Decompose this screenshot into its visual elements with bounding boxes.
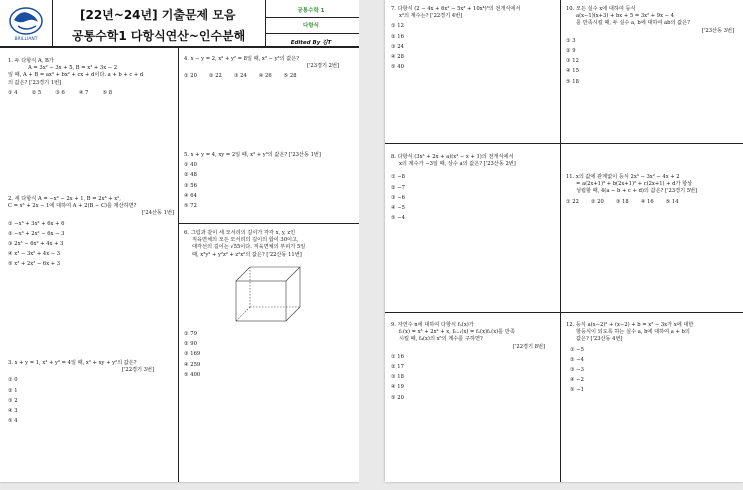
option-2[interactable]: ② 22 [208, 73, 222, 80]
left-column-2 [182, 50, 357, 480]
option-2[interactable]: ② 90 [184, 341, 197, 348]
answer-choices [391, 354, 555, 402]
option-2[interactable]: ② 17 [391, 364, 404, 371]
page-subtitle: 공통수학1 다항식연산~인수분해 [72, 29, 246, 43]
question-6: 6. 그림과 같이 세 모서리의 길이가 각각 x, y, z인 직육면체의 모든 모서리의 길이의 합이 30이고, 대각선의 길이는 √55이다. 직육면체의 부피가 5일 때, x²y² + y²z² + z²x²의 값은? ['22산동 11번] ① 79 ② 90 ③ 169 ④ 259 ⑤ 400 [184, 230, 355, 379]
school-emblem-icon [6, 4, 46, 42]
question-8: 8. 다항식 (3x³ + 2x + a)(x² − x + 1)의 전개식에서 x의 계수가 −3일 때, 상수 a의 값은? ['23산동 2번] ① −8 ② −7 ③ −6 ④ −5 ⑤ −4 [391, 154, 555, 222]
option-3[interactable]: ③ 2x³ − 6x² + 4x + 3 [8, 241, 64, 248]
worksheet-page-right [385, 0, 743, 482]
option-2[interactable]: ② −7 [391, 184, 405, 191]
answer-choices [184, 73, 355, 80]
worksheet-page-left [0, 0, 359, 482]
question-10: 10. 모든 실수 x에 대하여 등식 a(x−1)(x+3) + bx + 5 = 3x² + 9x − 4 를 만족시킬 때, 두 실수 a, b에 대하여 ab의 값은? ['23산동 3번] ① 3 ② 9 ③ 12 ④ 15 ⑤ 18 [566, 6, 738, 86]
option-1[interactable]: ① 20 [184, 73, 197, 80]
option-1[interactable]: ① 16 [391, 353, 404, 360]
option-3[interactable]: ③ 169 [184, 351, 201, 358]
option-1[interactable]: ① −5 [570, 346, 584, 353]
option-4[interactable]: ④ 3 [8, 408, 18, 415]
right-column-2 [564, 4, 740, 478]
option-2[interactable]: ② −4 [570, 356, 584, 363]
question-4: 4. x − y = 2, x² + y² = 8일 때, x³ − y³의 값은? ['23경기 2번] ① 20 ② 22 ③ 24 ④ 26 ⑤ 28 [184, 56, 355, 81]
option-5[interactable]: ⑤ 20 [391, 394, 404, 401]
option-5[interactable]: ⑤ 400 [184, 371, 201, 378]
option-3[interactable]: ③ 2 [8, 397, 18, 404]
option-5[interactable]: ⑤ x³ + 2x² − 6x + 3 [8, 261, 61, 268]
option-4[interactable]: ④ 15 [566, 68, 579, 75]
option-3[interactable]: ③ 12 [566, 58, 579, 65]
option-5[interactable]: ⑤ 40 [391, 64, 404, 71]
question-3: 3. x + y = 1, x³ + y³ = 4일 때, x² + xy + y²의 값은? ['22경기 3번] ① 0 ② 1 ③ 2 ④ 3 ⑤ 4 [8, 360, 174, 425]
right-column-1 [389, 4, 557, 478]
option-1[interactable]: ① 22 [566, 198, 579, 205]
question-7: 7. 다항식 (2 − 4x + 6x² − 5x³ + 10x⁴)³의 전개식에서 x³의 계수는? ['22경기 4번] ① 12 ② 16 ③ 24 ④ 28 ⑤ 40 [391, 6, 555, 71]
option-5[interactable]: ⑤ −4 [391, 215, 405, 222]
answer-choices [566, 199, 738, 206]
option-2[interactable]: ② 9 [566, 48, 576, 55]
option-3[interactable]: ③ 24 [233, 73, 247, 80]
question-5: 5. x + y = 4, xy = 2일 때, x³ + y³의 값은? ['23산동 1번] ① 40 ② 48 ③ 56 ④ 64 ⑤ 72 [184, 152, 355, 210]
option-3[interactable]: ③ 18 [615, 198, 629, 205]
question-11: 11. x의 값에 관계없이 등식 2x³ − 3x² − 4x + 2 = a(2x+1)³ + b(2x+1)² + c(2x+1) + d가 항상 성립할 때, 4(a − b + c + d)의 값은? ['23경기 5번] ① 22 ② 20 ③ 18 ④ 16 ⑤ 14 [566, 174, 738, 206]
subject-badge: 공통수학 1 [297, 8, 325, 14]
unit-badge: 다항식 [303, 23, 319, 29]
option-4[interactable]: ④ −5 [391, 205, 405, 212]
option-4[interactable]: ④ 259 [184, 361, 201, 368]
option-1[interactable]: ① 3 [566, 37, 576, 44]
option-2[interactable]: ② −x³ + 2x² − 6x − 3 [8, 230, 65, 237]
option-3[interactable]: ③ 6 [55, 89, 65, 96]
option-5[interactable]: ⑤ 72 [184, 203, 197, 210]
option-5[interactable]: ⑤ 28 [283, 73, 297, 80]
option-4[interactable]: ④ −2 [570, 377, 584, 384]
question-12: 12. 등식 a(x−2)² + (x−2) + b = x² − 3x가 x에 대한 항등식이 되도록 하는 실수 a, b에 대하여 a + b의 값은? ['23산동 4번] ① −5 ② −4 ③ −3 ④ −2 ⑤ −1 [566, 322, 738, 395]
option-3[interactable]: ③ −6 [391, 194, 405, 201]
answer-choices [8, 90, 174, 97]
option-2[interactable]: ② 1 [8, 387, 18, 394]
option-5[interactable]: ⑤ 14 [665, 198, 679, 205]
option-4[interactable]: ④ 19 [391, 384, 404, 391]
option-3[interactable]: ③ 56 [184, 182, 197, 189]
option-2[interactable]: ② 48 [184, 172, 197, 179]
option-1[interactable]: ① 40 [184, 162, 197, 169]
option-2[interactable]: ② 20 [590, 198, 604, 205]
answer-choices [8, 377, 174, 425]
option-2[interactable]: ② 16 [391, 33, 404, 40]
answer-choices [391, 174, 555, 222]
option-4[interactable]: ④ 16 [640, 198, 654, 205]
svg-text:BRILLIANT: BRILLIANT [14, 37, 38, 42]
option-1[interactable]: ① −x³ + 3x² + 6x + 6 [8, 220, 65, 227]
option-1[interactable]: ① 12 [391, 23, 404, 30]
credit-label: Edited By 김T [290, 40, 332, 46]
page-title: [22년~24년] 기출문제 모음 [80, 8, 236, 22]
answer-choices [184, 331, 355, 379]
option-5[interactable]: ⑤ 8 [102, 89, 113, 96]
option-4[interactable]: ④ 7 [78, 89, 89, 96]
option-5[interactable]: ⑤ −1 [570, 387, 584, 394]
option-4[interactable]: ④ 26 [258, 73, 272, 80]
answer-choices [566, 38, 738, 86]
left-column-1 [6, 50, 176, 480]
option-1[interactable]: ① −8 [391, 174, 405, 181]
option-4[interactable]: ④ x³ − 3x² + 4x − 3 [8, 251, 61, 258]
option-1[interactable]: ① 4 [8, 89, 18, 96]
question-2: 2. 세 다항식 A = −x³ − 2x + 1, B = 2x³ + x², C = x³ + 2x − 1에 대하여 A + 2(B − C)를 계산하면? ['24산동 1번] ① −x³ + 3x² + 6x + 6 ② −x³ + 2x² − 6x − 3 ③ 2x³ − 6x² + 4x + 3 ④ x³ − 3x² + 4x − 3 ⑤ x³ + 2x² − 6x + 3 [8, 196, 174, 268]
answer-choices [391, 23, 555, 71]
option-5[interactable]: ⑤ 18 [566, 78, 579, 85]
option-5[interactable]: ⑤ 4 [8, 418, 18, 425]
answer-choices [566, 347, 738, 395]
option-1[interactable]: ① 0 [8, 377, 18, 384]
question-1: 1. 두 다항식 A, B가 A = 3x² − 3x + 5, B = x³ + 3x − 2 일 때, A + B = ax³ + bx² + cx + d이다. a + b + c + d 의 값은? ['23경기 1번] ① 4 ② 5 ③ 6 ④ 7 ⑤ 8 [8, 58, 174, 97]
cuboid-diagram [232, 263, 304, 325]
option-4[interactable]: ④ 64 [184, 192, 197, 199]
option-3[interactable]: ③ 24 [391, 43, 404, 50]
option-3[interactable]: ③ 18 [391, 374, 404, 381]
question-9: 9. 자연수 n에 대하여 다항식 fₙ(x)가 f₁(x) = x³ + 2x² + x, fₙ₊₁(x) = f₁(x)fₙ(x)를 만족 시킬 때, f₄(x)의 x⁵의 계수를 구하면? ['22경기 8번] ① 16 ② 17 ③ 18 ④ 19 ⑤ 20 [391, 322, 555, 402]
option-1[interactable]: ① 79 [184, 331, 197, 338]
option-2[interactable]: ② 5 [31, 89, 42, 96]
answer-choices [8, 221, 174, 269]
answer-choices [184, 162, 355, 210]
option-4[interactable]: ④ 28 [391, 54, 404, 61]
option-3[interactable]: ③ −3 [570, 367, 584, 374]
